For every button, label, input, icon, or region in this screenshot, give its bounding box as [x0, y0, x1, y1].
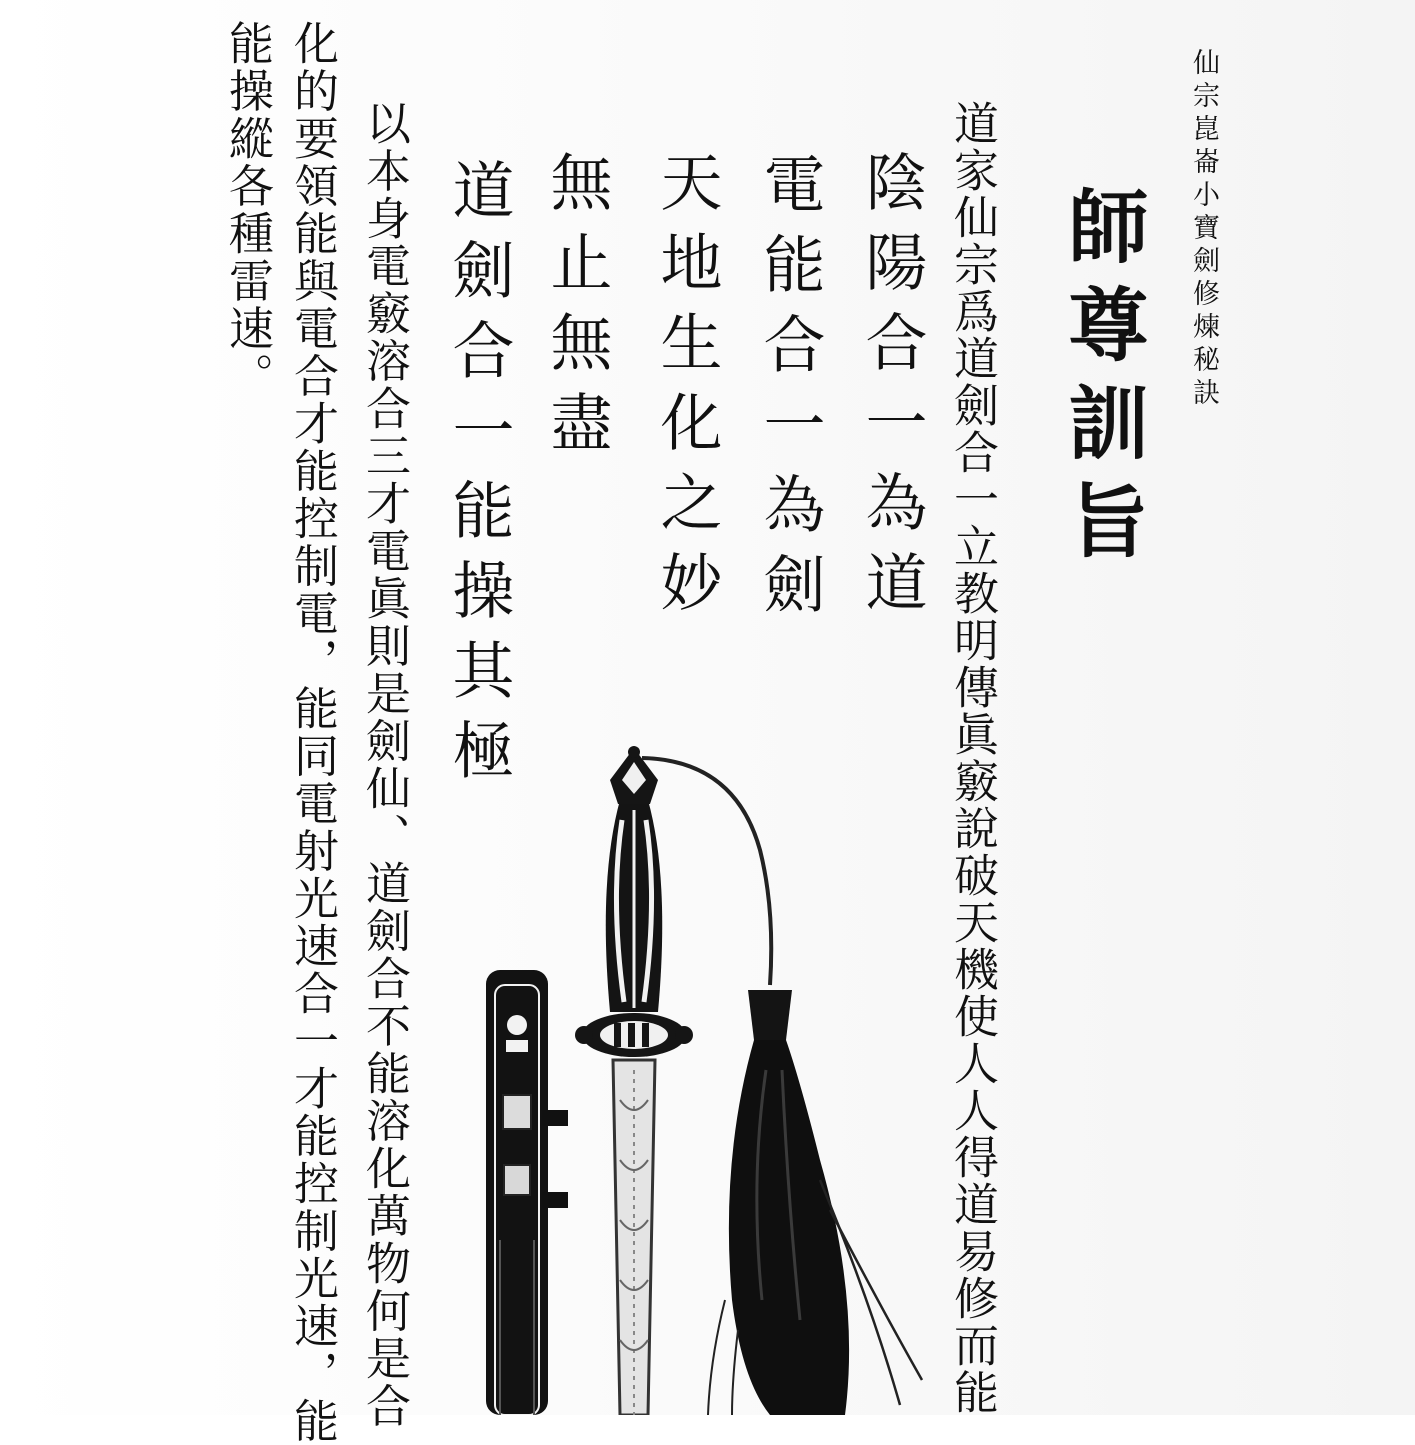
- sword-handle: [606, 800, 662, 1012]
- body-line-3: 能操縱各種雷速。: [221, 20, 274, 400]
- verse-line-2: 電能合一為劍: [753, 152, 826, 632]
- body-line-1: 以本身電竅溶合三才電眞則是劍仙、道劍合不能溶化萬物何是合: [358, 100, 411, 1430]
- sword-illustration: [470, 740, 940, 1415]
- verse-line-4: 無止無盡: [540, 150, 613, 470]
- sword-tassel: [708, 990, 922, 1415]
- verse-line-1: 陰陽合一為道: [855, 150, 928, 630]
- running-header: 仙宗崑崙小寶劍修煉秘訣: [1188, 48, 1219, 411]
- body-line-2: 化的要領能與電合才能控制電，能同電射光速合一才能控制光速，能: [286, 20, 339, 1445]
- sword-blade: [613, 1060, 655, 1415]
- page-title: 師尊訓旨: [1055, 185, 1149, 577]
- sword-pommel: [610, 746, 658, 804]
- lead-paragraph: 道家仙宗爲道劍合一立教明傳眞竅說破天機使人人得道易修而能: [946, 100, 999, 1416]
- verse-line-3: 天地生化之妙: [650, 150, 723, 630]
- verse-line-5: 道劍合一能操其極: [442, 158, 515, 798]
- sword-guard: [575, 1013, 693, 1057]
- scabbard: [486, 970, 568, 1415]
